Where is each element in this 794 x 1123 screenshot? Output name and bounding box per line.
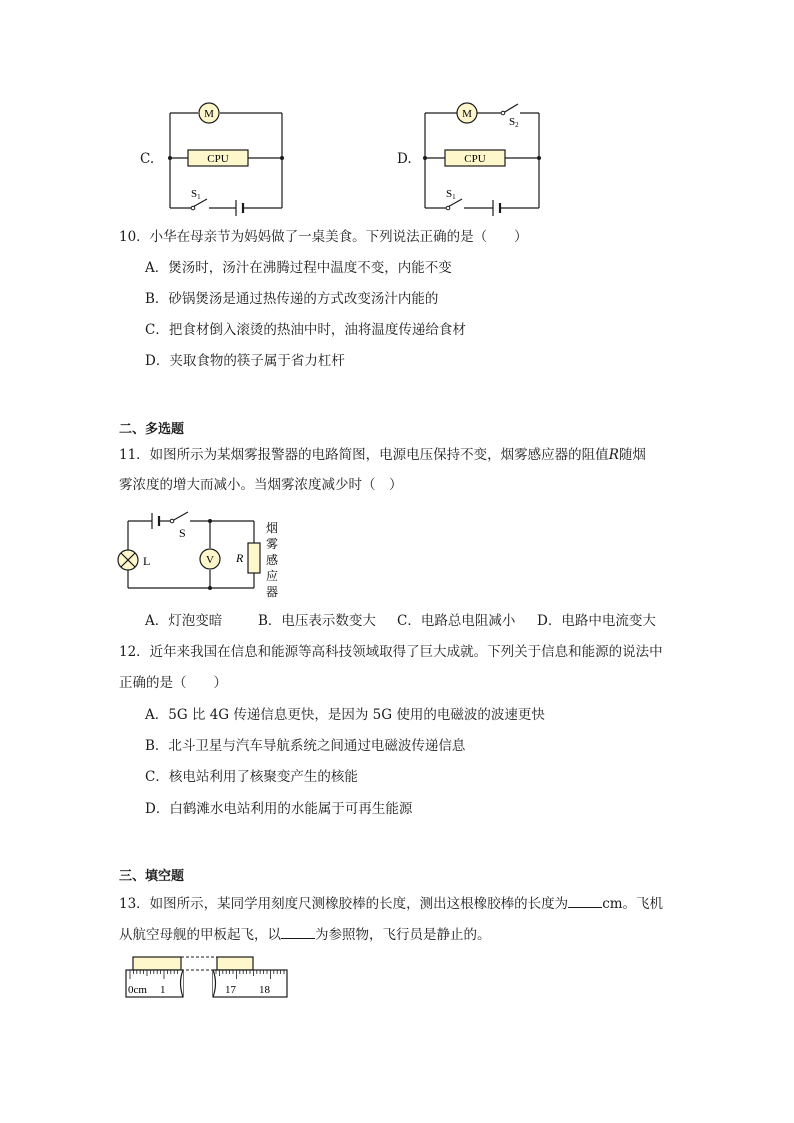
answer-blank-1[interactable] <box>568 895 602 908</box>
circuit-diagram-c <box>160 95 290 220</box>
battery-symbol-d <box>493 200 500 216</box>
q13-line1: 13．如图所示，某同学用刻度尺测橡胶棒的长度，测出这根橡胶棒的长度为 cm。飞机 <box>119 896 664 912</box>
section-heading-multiple-choice: 二、多选题 <box>119 422 185 437</box>
ruler-label-18: 18 <box>259 984 270 996</box>
q10-option-a: A．煲汤时，汤汁在沸腾过程中温度不变，内能不变 <box>145 260 452 276</box>
svg-text:器: 器 <box>266 585 279 599</box>
circuit-diagram-d <box>415 95 550 220</box>
sensor-label-vertical <box>266 520 278 599</box>
answer-blank-2[interactable] <box>281 926 315 939</box>
rubber-rod-right <box>217 957 253 970</box>
q11-option-d: D．电路中电流变大 <box>537 613 656 629</box>
resistor-r-label: R <box>236 551 244 565</box>
ruler-label-17: 17 <box>225 984 236 996</box>
q11-stem-line1: 11．如图所示为某烟雾报警器的电路简图，电源电压保持不变，烟雾感应器的阻值R随烟 <box>119 447 646 463</box>
svg-text:感: 感 <box>266 553 279 567</box>
svg-text:烟: 烟 <box>266 521 279 535</box>
battery-symbol-c <box>236 200 243 216</box>
cpu-label-c: CPU <box>207 153 229 165</box>
q11-option-b: B．电压表示数变大 <box>258 613 376 629</box>
rubber-rod-left <box>133 957 181 970</box>
ruler-diagram <box>120 955 300 1005</box>
svg-text:应: 应 <box>266 569 279 583</box>
option-d-letter: D. <box>397 151 412 167</box>
q11-option-a: A．灯泡变暗 <box>145 613 223 629</box>
switch-s2-label-d: S2 <box>509 116 519 129</box>
motor-label-c: M <box>204 108 214 120</box>
option-c-letter: C. <box>140 151 155 167</box>
q10-option-b: B．砂锅煲汤是通过热传递的方式改变汤汁内能的 <box>145 291 439 307</box>
q13-line2: 从航空母舰的甲板起飞，以 为参照物，飞行员是静止的。 <box>119 927 491 943</box>
q12-stem-line1: 12．近年来我国在信息和能源等高科技领域取得了巨大成就。下列关于信息和能源的说法中 <box>119 644 663 660</box>
q10-option-c: C．把食材倒入滚烫的热油中时，油将温度传递给食材 <box>145 322 466 338</box>
voltmeter-v-label: V <box>206 554 214 566</box>
q12-option-d: D．白鹤滩水电站利用的水能属于可再生能源 <box>145 801 413 817</box>
q12-option-a: A．5G 比 4G 传递信息更快，是因为 5G 使用的电磁波的波速更快 <box>145 707 545 723</box>
battery-symbol <box>152 513 159 529</box>
switch-s1-label-d: S1 <box>446 188 456 201</box>
sensor-resistor <box>248 543 260 573</box>
smoke-alarm-circuit-diagram <box>112 505 292 600</box>
lamp-symbol <box>118 550 138 570</box>
q11-stem-line2: 雾浓度的增大而减小。当烟雾浓度减少时（ ） <box>119 477 403 493</box>
motor-label-d: M <box>462 108 472 120</box>
q10-stem: 10．小华在母亲节为妈妈做了一桌美食。下列说法正确的是（ ） <box>119 229 528 245</box>
cpu-label-d: CPU <box>464 153 486 165</box>
q12-option-c: C．核电站利用了核聚变产生的核能 <box>145 769 358 785</box>
switch-s-label: S <box>179 526 186 540</box>
ruler-label-1: 1 <box>160 984 166 996</box>
section-heading-fill-in: 三、填空题 <box>119 869 185 884</box>
lamp-l-label: L <box>143 554 151 568</box>
svg-text:雾: 雾 <box>266 537 279 551</box>
q11-option-c: C．电路总电阻减小 <box>397 613 516 629</box>
switch-s1-label-c: S1 <box>191 188 201 201</box>
q12-option-b: B．北斗卫星与汽车导航系统之间通过电磁波传递信息 <box>145 738 466 754</box>
q10-option-d: D．夹取食物的筷子属于省力杠杆 <box>145 353 345 369</box>
ruler-label-0cm: 0cm <box>128 984 147 996</box>
q12-stem-line2: 正确的是（ ） <box>119 675 227 691</box>
